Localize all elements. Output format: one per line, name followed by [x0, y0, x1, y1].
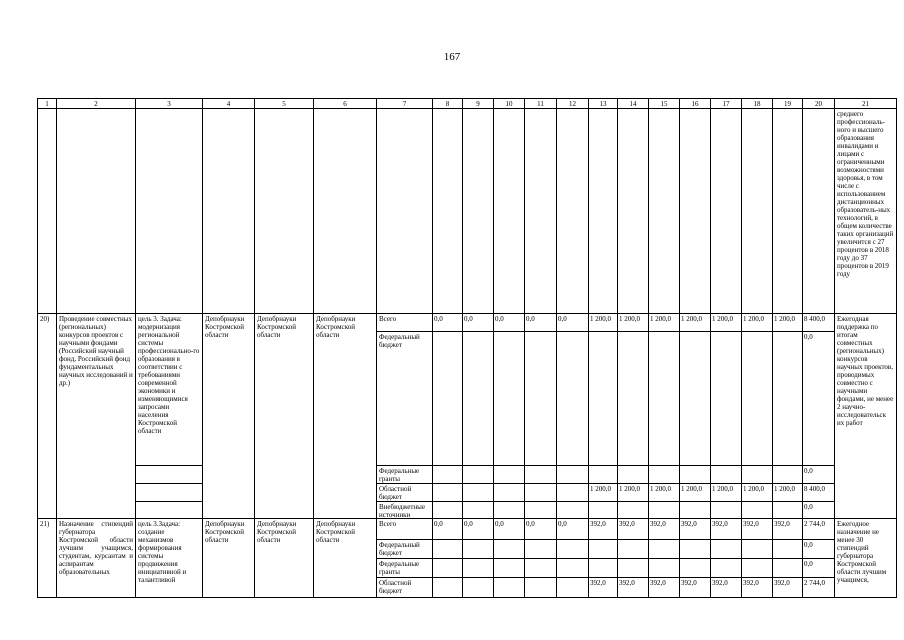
column-header-12: 12	[569, 100, 576, 108]
funding-value: 392,0	[619, 579, 635, 587]
funding-source-label: Внебюджетные источники	[379, 503, 425, 518]
column-header-17: 17	[722, 100, 730, 108]
funding-value: 1 200,0	[774, 315, 795, 323]
funding-source-label: Федеральный бюджет	[379, 541, 420, 557]
funding-value: 392,0	[743, 520, 759, 528]
funding-source-label: Областной бюджет	[379, 485, 412, 501]
funding-value: 1 200,0	[681, 315, 702, 323]
funding-value: 0,0	[495, 520, 504, 528]
funding-value: 392,0	[774, 520, 790, 528]
funding-value: 392,0	[590, 520, 606, 528]
funding-value: 1 200,0	[619, 485, 640, 493]
funding-value: 392,0	[681, 520, 697, 528]
funding-value: 392,0	[712, 579, 728, 587]
funding-source-label: Областной бюджет	[379, 579, 412, 595]
funding-value: 0,0	[804, 503, 813, 511]
funding-value: 2 744,0	[804, 520, 825, 528]
funding-value: 1 200,0	[590, 485, 611, 493]
column-header-14: 14	[629, 100, 637, 108]
measure-goal: цель 3.Задача: создание механизмов формирования системы продвижения инициативной и талантливой	[138, 520, 187, 584]
funding-value: 0,0	[526, 315, 535, 323]
measure-name: Назначение стипендий губернатора Костромской области лучшим учащимся, студентам, курсантам и аспирантам образовательных	[59, 520, 133, 576]
responsible-executor: Депобрнауки Костромской области	[205, 520, 245, 544]
column-header-6: 6	[343, 100, 347, 108]
column-header-3: 3	[167, 100, 171, 108]
column-header-8: 8	[445, 100, 450, 108]
co-executor: Депобрнауки Костромской области	[257, 315, 297, 339]
page-number: 167	[443, 51, 461, 63]
funding-value: 0,0	[804, 467, 813, 475]
funding-value: 392,0	[590, 579, 606, 587]
row-number: 20)	[40, 315, 50, 323]
funding-source-label: Всего	[379, 315, 397, 323]
funding-value: 1 200,0	[712, 315, 733, 323]
participant: Депобрнауки Костромской области	[316, 315, 356, 339]
funding-value: 1 200,0	[681, 485, 702, 493]
funding-source-label: Всего	[379, 520, 397, 528]
funding-source-label: Федеральные гранты	[379, 560, 420, 576]
continued-result-text: среднего профессиональ-ного и высшего образования инвалидами и лицами с ограниченными возможностями здоровья, в том числе с использованием дистанционных образователь-ных технологий, в общем количестве таких организаций увеличится с 27 процентов в 2018 году до 37 процентов в 2019 году	[837, 110, 894, 278]
funding-value: 1 200,0	[743, 485, 764, 493]
responsible-executor: Депобрнауки Костромской области	[205, 315, 245, 339]
funding-value: 8 400,0	[804, 315, 825, 323]
funding-source-label: Федеральный бюджет	[379, 333, 420, 349]
funding-value: 1 200,0	[619, 315, 640, 323]
column-header-16: 16	[691, 100, 699, 108]
column-header-7: 7	[402, 100, 407, 108]
column-header-15: 15	[660, 100, 668, 108]
funding-value: 392,0	[650, 579, 666, 587]
column-header-2: 2	[94, 100, 98, 108]
funding-value: 1 200,0	[743, 315, 764, 323]
funding-value: 1 200,0	[590, 315, 611, 323]
column-header-1: 1	[45, 100, 49, 108]
funding-value: 0,0	[558, 520, 567, 528]
funding-value: 392,0	[712, 520, 728, 528]
funding-value: 392,0	[774, 579, 790, 587]
funding-value: 0,0	[804, 560, 813, 568]
column-header-21: 21	[862, 100, 869, 108]
expected-result: Ежегодная поддержка по итогам совместных (региональных) конкурсов научных проектов, проводимых совместно с научными фондами, не менее 2 научно-исследовательск их работ	[837, 315, 894, 427]
column-header-4: 4	[226, 100, 231, 108]
measure-goal: цель 3. Задача: модернизация региональной системы профессионально-го образования в соответствии с требованиями современной экономики и изменяющимися запросами населения Костромской области	[138, 315, 200, 435]
funding-value: 1 200,0	[774, 485, 795, 493]
funding-value: 8 400,0	[804, 485, 825, 493]
funding-value: 2 744,0	[804, 579, 825, 587]
column-header-5: 5	[282, 100, 286, 108]
funding-value: 0,0	[804, 333, 813, 341]
funding-value: 0,0	[464, 315, 473, 323]
funding-value: 392,0	[619, 520, 635, 528]
funding-value: 392,0	[743, 579, 759, 587]
funding-value: 0,0	[558, 315, 567, 323]
funding-value: 1 200,0	[712, 485, 733, 493]
column-header-19: 19	[784, 100, 791, 108]
column-header-13: 13	[599, 100, 607, 108]
column-header-10: 10	[505, 100, 513, 108]
funding-value: 0,0	[464, 520, 473, 528]
row-number: 21)	[40, 520, 50, 528]
expected-result: Ежегодное назначение не менее 30 стипендий губернатора Костромской области лучшим учащимся,	[837, 520, 887, 584]
funding-value: 0,0	[434, 315, 443, 323]
column-header-11: 11	[537, 100, 544, 108]
funding-value: 392,0	[650, 520, 666, 528]
co-executor: Депобрнауки Костромской области	[257, 520, 297, 544]
funding-value: 1 200,0	[650, 315, 671, 323]
funding-source-label: Федеральные гранты	[379, 467, 420, 483]
funding-value: 0,0	[526, 520, 535, 528]
participant: Депобрнауки Костромской области	[316, 520, 356, 544]
column-header-20: 20	[815, 100, 822, 108]
funding-value: 0,0	[495, 315, 504, 323]
measure-name: Проведение совместных (региональных) конкурсов проектов с научными фондами (Российский научный фонд, Российский фонд фундаментальных научных исследований и др.)	[59, 315, 133, 387]
funding-value: 0,0	[434, 520, 443, 528]
column-header-18: 18	[753, 100, 761, 108]
column-header-9: 9	[476, 100, 480, 108]
funding-value: 0,0	[804, 541, 813, 549]
funding-value: 1 200,0	[650, 485, 671, 493]
funding-value: 392,0	[681, 579, 697, 587]
